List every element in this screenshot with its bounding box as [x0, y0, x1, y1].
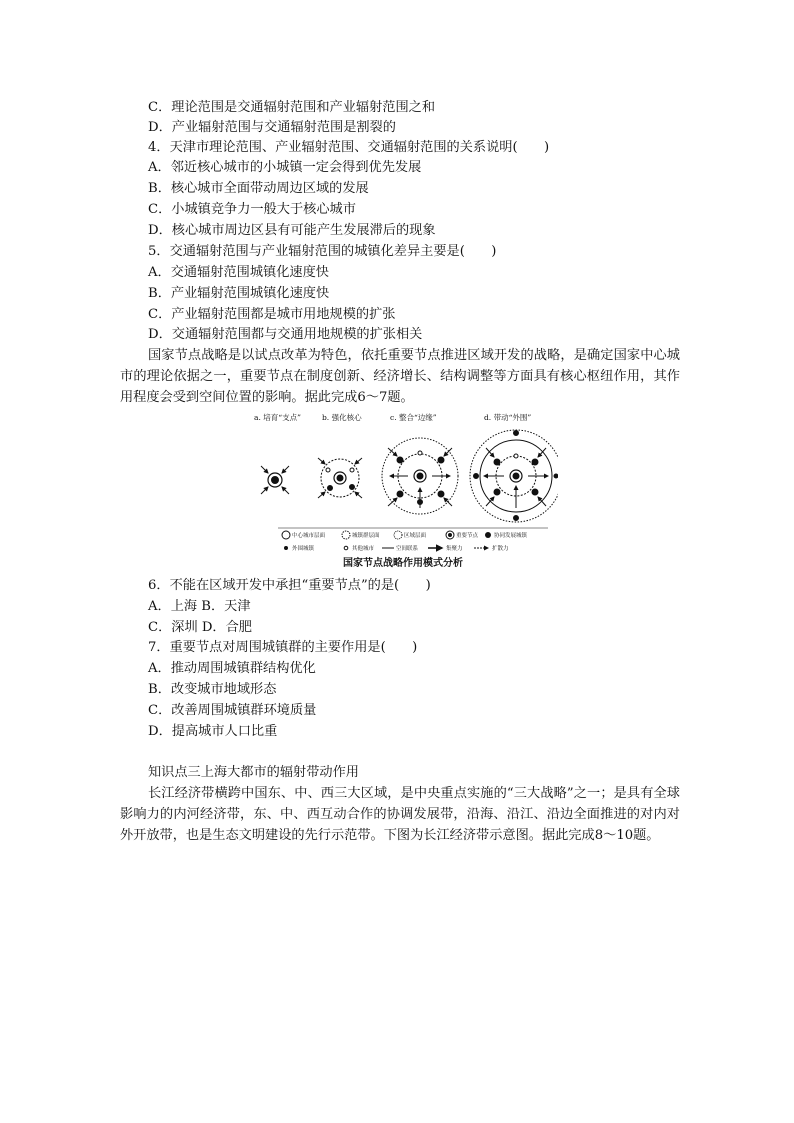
q5-option-a: A．交通辐射范围城镇化速度快: [148, 265, 329, 280]
panel-a-diagram: [261, 466, 289, 494]
legend-outer-town-icon: [284, 546, 288, 550]
panel-d-label: d. 带动“外围”: [484, 413, 532, 422]
legend-other-city: 其他城市: [352, 546, 375, 552]
legend-coordinated-town-icon: [485, 532, 491, 538]
panel-a-label: a. 培育“支点”: [254, 413, 301, 422]
legend-coordinated-town: 协同发展城镇: [494, 533, 528, 539]
q5-option-b: B．产业辐射范围城镇化速度快: [148, 286, 330, 301]
q5-option-c: C．产业辐射范围都是城市用地规模的扩张: [148, 307, 396, 322]
panel-c-diagram: [382, 438, 458, 514]
legend-town-group: 城镇群层面: [352, 533, 380, 539]
q4-option-c: C．小城镇竞争力一般大于核心城市: [148, 202, 356, 217]
panel-d-diagram: [470, 430, 558, 522]
legend-agglomeration: 集聚力: [446, 546, 463, 552]
legend-outer-town: 外围城镇: [292, 546, 315, 552]
legend-town-group-icon: [342, 531, 350, 539]
panel-b-label: b. 强化核心: [322, 413, 362, 422]
q4-stem: 4．天津市理论范围、产业辐射范围、交通辐射范围的关系说明( ): [148, 140, 550, 155]
section3-title: 知识点三上海大都市的辐射带动作用: [148, 765, 359, 780]
legend-key-node: 重要节点: [456, 533, 479, 539]
node-strategy-figure: [248, 408, 558, 570]
panel-c-label: c. 整合“边缘”: [390, 413, 437, 422]
q7-stem: 7．重要节点对周围城镇群的主要作用是( ): [148, 640, 418, 655]
legend-diffusion: 扩散力: [492, 546, 509, 552]
q3-option-c: C．理论范围是交通辐射范围和产业辐射范围之和: [148, 100, 436, 115]
intro-6-7: [120, 345, 680, 408]
q7-option-d: D．提高城市人口比重: [148, 724, 278, 739]
figure-caption: 国家节点战略作用模式分析: [343, 558, 463, 569]
legend-region: 区域层面: [404, 533, 427, 539]
intro-8-10: [120, 783, 680, 846]
q6-option-cd: C．深圳 D．合肥: [148, 620, 252, 635]
q3-option-d: D．产业辐射范围与交通辐射范围是割裂的: [148, 120, 396, 135]
q4-option-d: D．核心城市周边区县有可能产生发展滞后的现象: [148, 223, 436, 238]
q7-option-a: A．推动周围城镇群结构优化: [148, 661, 316, 676]
q6-stem: 6．不能在区域开发中承担“重要节点”的是( ): [148, 578, 431, 593]
figure-legend: [282, 531, 528, 552]
legend-region-icon: [394, 531, 402, 539]
legend-center-city-icon: [282, 531, 290, 539]
q7-option-c: C．改善周围城镇群环境质量: [148, 703, 317, 718]
legend-other-city-icon: [344, 546, 348, 550]
panel-b-diagram: [318, 458, 362, 498]
q5-option-d: D．交通辐射范围都与交通用地规模的扩张相关: [148, 327, 423, 342]
q4-option-b: B．核心城市全面带动周边区域的发展: [148, 181, 369, 196]
legend-center-city: 中心城市层面: [292, 533, 326, 539]
q5-stem: 5．交通辐射范围与产业辐射范围的城镇化差异主要是( ): [148, 244, 497, 259]
legend-spatial-link: 空间联系: [396, 546, 419, 552]
intro-6-7-text: 国家节点战略是以试点改革为特色，依托重要节点推进区域开发的战略，是确定国家中心城市的理论依据之一，重要节点在制度创新、经济增长、结构调整等方面具有核心枢纽作用，其作用程度会受到空间位置的影响。据此完成6～7题。: [120, 348, 680, 405]
node-strategy-diagram: [248, 408, 558, 570]
intro-8-10-text: 长江经济带横跨中国东、中、西三大区域，是中央重点实施的“三大战略”之一；是具有全球影响力的内河经济带，东、中、西互动合作的协调发展带，沿海、沿江、沿边全面推进的对内对外开放带，也是生态文明建设的先行示范带。下图为长江经济带示意图。据此完成8～10题。: [120, 786, 680, 843]
q6-option-ab: A．上海 B．天津: [148, 599, 251, 614]
q4-option-a: A．邻近核心城市的小城镇一定会得到优先发展: [148, 160, 422, 175]
q7-option-b: B．改变城市地域形态: [148, 682, 277, 697]
